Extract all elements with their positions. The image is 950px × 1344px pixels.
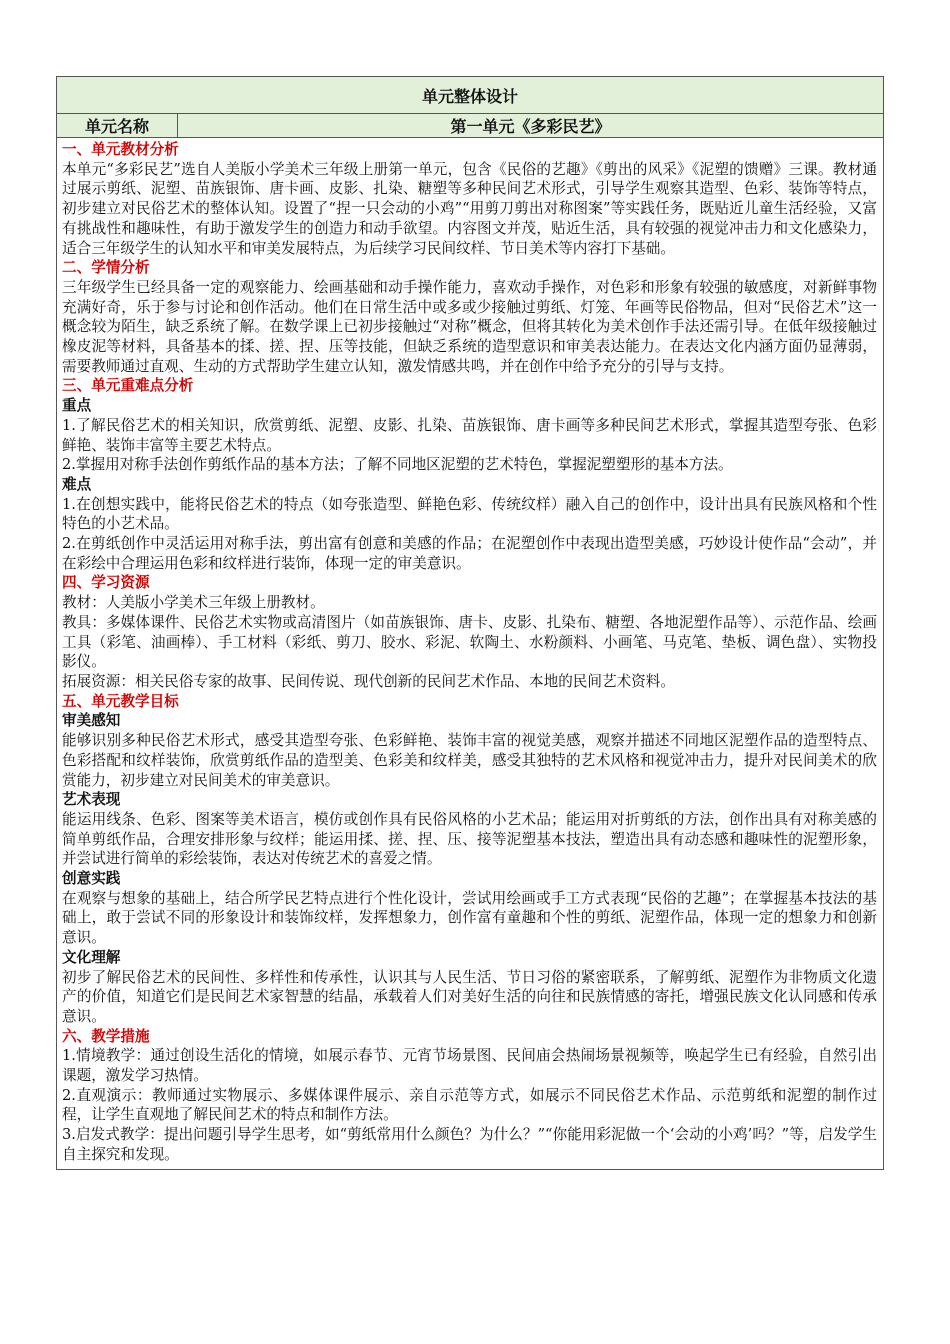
students-text: 三年级学生已经具备一定的观察能力、绘画基础和动手操作能力，喜欢动手操作，对色彩和形象有较强的敏感度，对新鲜事物充满好奇，乐于参与讨论和创作活动。他们在日常生活中或多或少接触过剪纸、灯笼、年画等民俗物品，但对“民俗艺术”这一概念较为陌生，缺乏系统了解。在数学课上已初步接触过“对称”概念，但将其转化为美术创作手法还需引导。在低年级接触过橡皮泥等材料，具备基本的揉、搓、捏、压等技能，但缺乏系统的造型意识和审美表达能力。在表达文化内涵方面仍显薄弱，需要教师通过直观、生动的方式帮助学生建立认知，激发情感共鸣，并在创作中给予充分的引导与支持。 bbox=[62, 278, 878, 375]
goal-label-aesthetic: 审美感知 bbox=[62, 712, 121, 730]
content-row bbox=[57, 138, 884, 1170]
measure-item: 2.直观演示：教师通过实物展示、多媒体课件展示、亲自示范等方式，如展示不同民俗艺术作品、示范剪纸和泥塑的制作过程，让学生直观地了解民间艺术的特点和制作方法。 bbox=[62, 1086, 878, 1124]
goal-label-creative: 创意实践 bbox=[62, 870, 121, 888]
goal-text-creative: 在观察与想象的基础上，结合所学民艺特点进行个性化设计，尝试用绘画或手工方式表现“民俗的艺趣”；在掌握基本技法的基础上，敢于尝试不同的形象设计和装饰纹样，发挥想象力，创作富有童趣和个性的剪纸、泥塑作品，体现一定的想象力和创新意识。 bbox=[62, 889, 878, 947]
section-heading-goals: 五、单元教学目标 bbox=[62, 692, 179, 710]
difficulty-item: 1.在创想实践中，能将民俗艺术的特点（如夸张造型、鲜艳色彩、传统纹样）融入自己的创作中，设计出具有民族风格和个性特色的小艺术品。 bbox=[62, 495, 878, 533]
section-heading-analysis: 一、单元教材分析 bbox=[62, 141, 179, 158]
title-row bbox=[57, 77, 884, 114]
goal-text-expression: 能运用线条、色彩、图案等美术语言，模仿或创作具有民俗风格的小艺术品；能运用对折剪纸的方法，创作出具有对称美感的简单剪纸作品，合理安排形象与纹样；能运用揉、搓、捏、压、接等泥塑基本技法，塑造出具有动态感和趣味性的泥塑形象，并尝试进行简单的彩绘装饰，表达对传统艺术的喜爱之情。 bbox=[62, 810, 878, 868]
analysis-text: 本单元“多彩民艺”选自人美版小学美术三年级上册第一单元，包含《民俗的艺趣》《剪出的风采》《泥塑的馈赠》三课。教材通过展示剪纸、泥塑、苗族银饰、唐卡画、皮影、扎染、糖塑等多种民间艺术形式，引导学生观察其造型、色彩、装饰等特点，初步建立对民俗艺术的整体认知。设置了“捏一只会动的小鸡”“用剪刀剪出对称图案”等实践任务，既贴近儿童生活经验，又富有挑战性和趣味性，有助于激发学生的创造力和动手欲望。内容图文并茂，贴近生活，具有较强的视觉冲击力和文化感染力，适合三年级学生的认知水平和审美发展特点，为后续学习民间纹样、节日美术等内容打下基础。 bbox=[62, 160, 878, 257]
goal-text-aesthetic: 能够识别多种民俗艺术形式，感受其造型夸张、色彩鲜艳、装饰丰富的视觉美感，观察并描述不同地区泥塑作品的造型特点、色彩搭配和纹样装饰，欣赏剪纸作品的造型美、色彩美和纹样美，感受其独特的艺术风格和视觉冲击力，提升对民间美术的欣赏能力，初步建立对民间美术的审美意识。 bbox=[62, 732, 878, 789]
unit-name-value: 第一单元《多彩民艺》 bbox=[178, 114, 884, 138]
measure-item: 3.启发式教学：提出问题引导学生思考，如“剪纸常用什么颜色？为什么？”“你能用彩泥做一个‘会动的小鸡’吗？”等，启发学生自主探究和发现。 bbox=[62, 1126, 878, 1163]
unit-design-table bbox=[56, 76, 884, 1170]
difficulty-item: 2.在剪纸创作中灵活运用对称手法，剪出富有创意和美感的作品；在泥塑创作中表现出造型美感，巧妙设计使作品“会动”，并在彩绘中合理运用色彩和纹样进行装饰，体现一定的审美意识。 bbox=[62, 535, 878, 572]
key-point-item: 2.掌握用对称手法创作剪纸作品的基本方法；了解不同地区泥塑的艺术特色，掌握泥塑塑形的基本方法。 bbox=[62, 456, 733, 474]
difficulty-label: 难点 bbox=[62, 475, 92, 493]
goal-text-culture: 初步了解民俗艺术的民间性、多样性和传承性，认识其与人民生活、节日习俗的紧密联系，了解剪纸、泥塑作为非物质文化遗产的价值，知道它们是民间艺术家智慧的结晶，承载着人们对美好生活的向往和民族情感的寄托，增强民族文化认同感和传承意识。 bbox=[62, 968, 878, 1025]
resource-item: 教具：多媒体课件、民俗艺术实物或高清图片（如苗族银饰、唐卡、皮影、扎染布、糖塑、各地泥塑作品等）、示范作品、绘画工具（彩笔、油画棒）、手工材料（彩纸、剪刀、胶水、彩泥、软陶土、水粉颜料、小画笔、马克笔、垫板、调色盘）、实物投影仪。 bbox=[62, 613, 878, 671]
key-point-item: 1.了解民俗艺术的相关知识，欣赏剪纸、泥塑、皮影、扎染、苗族银饰、唐卡画等多种民间艺术形式，掌握其造型夸张、色彩鲜艳、装饰丰富等主要艺术特点。 bbox=[62, 416, 878, 454]
key-points-label: 重点 bbox=[62, 397, 92, 415]
section-heading-resources: 四、学习资源 bbox=[62, 574, 150, 592]
goal-label-culture: 文化理解 bbox=[62, 948, 121, 966]
section-heading-students: 二、学情分析 bbox=[62, 259, 150, 277]
resource-item: 教材：人美版小学美术三年级上册教材。 bbox=[62, 594, 325, 612]
content-cell bbox=[57, 138, 884, 1170]
table-title: 单元整体设计 bbox=[57, 77, 884, 114]
unit-name-label: 单元名称 bbox=[57, 114, 178, 138]
section-heading-measures: 六、教学措施 bbox=[62, 1027, 150, 1045]
measure-item: 1.情境教学：通过创设生活化的情境，如展示春节、元宵节场景图、民间庙会热闹场景视频等，唤起学生已有经验，自然引出课题，激发学习热情。 bbox=[62, 1047, 878, 1085]
section-heading-keypoints: 三、单元重难点分析 bbox=[62, 377, 194, 395]
resource-item: 拓展资源：相关民俗专家的故事、民间传说、现代创新的民间艺术作品、本地的民间艺术资料。 bbox=[62, 672, 675, 690]
goal-label-expression: 艺术表现 bbox=[62, 791, 121, 809]
unit-name-row bbox=[57, 114, 884, 138]
